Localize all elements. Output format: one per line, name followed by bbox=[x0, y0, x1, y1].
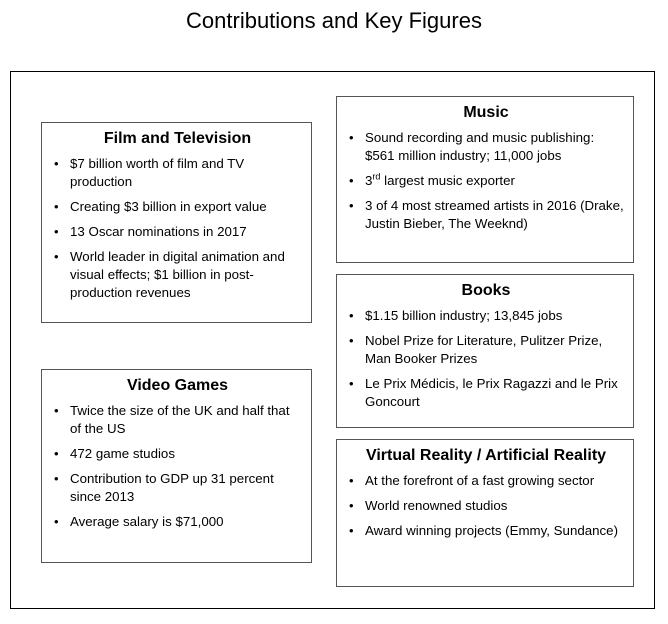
list-item: • At the forefront of a fast growing sector bbox=[347, 472, 625, 490]
list-item: • Average salary is $71,000 bbox=[52, 513, 303, 531]
list-item: • Twice the size of the UK and half that of the US bbox=[52, 402, 303, 438]
bullet-list bbox=[347, 307, 625, 411]
list-item: • Creating $3 billion in export value bbox=[52, 198, 303, 216]
card-title: Virtual Reality / Artificial Reality bbox=[365, 447, 607, 464]
list-item: • $1.15 billion industry; 13,845 jobs bbox=[347, 307, 625, 325]
card-film-and-television bbox=[41, 122, 312, 323]
card-video-games bbox=[41, 369, 312, 563]
list-item: • 13 Oscar nominations in 2017 bbox=[52, 223, 303, 241]
list-item bbox=[347, 172, 625, 190]
bullet-list bbox=[347, 472, 625, 540]
card-books bbox=[336, 274, 634, 428]
list-item: • Le Prix Médicis, le Prix Ragazzi and le Prix Goncourt bbox=[347, 375, 625, 411]
card-title: Video Games bbox=[126, 377, 229, 394]
list-item: • 472 game studios bbox=[52, 445, 303, 463]
list-item: • World leader in digital animation and visual effects; $1 billion in post-production revenues bbox=[52, 248, 303, 302]
list-item: • World renowned studios bbox=[347, 497, 625, 515]
list-item: • 3 of 4 most streamed artists in 2016 (Drake, Justin Bieber, The Weeknd) bbox=[347, 197, 625, 233]
list-item: • Nobel Prize for Literature, Pulitzer Prize, Man Booker Prizes bbox=[347, 332, 625, 368]
list-item: • Sound recording and music publishing: $561 million industry; 11,000 jobs bbox=[347, 129, 625, 165]
card-virtual-reality bbox=[336, 439, 634, 587]
card-title: Music bbox=[463, 104, 509, 121]
page-title: Contributions and Key Figures bbox=[186, 8, 482, 33]
item-text: largest music exporter bbox=[380, 173, 515, 188]
card-title: Film and Television bbox=[103, 130, 252, 147]
rank-number: 3 bbox=[365, 173, 373, 188]
card-music bbox=[336, 96, 634, 263]
bullet-list bbox=[347, 129, 625, 233]
bullet-list bbox=[52, 155, 303, 302]
bullet-list bbox=[52, 402, 303, 531]
card-title: Books bbox=[461, 282, 511, 299]
ordinal-suffix: rd bbox=[372, 171, 381, 182]
list-item: • Contribution to GDP up 31 percent since 2013 bbox=[52, 470, 303, 506]
list-item: • Award winning projects (Emmy, Sundance) bbox=[347, 522, 625, 540]
list-item: • $7 billion worth of film and TV production bbox=[52, 155, 303, 191]
